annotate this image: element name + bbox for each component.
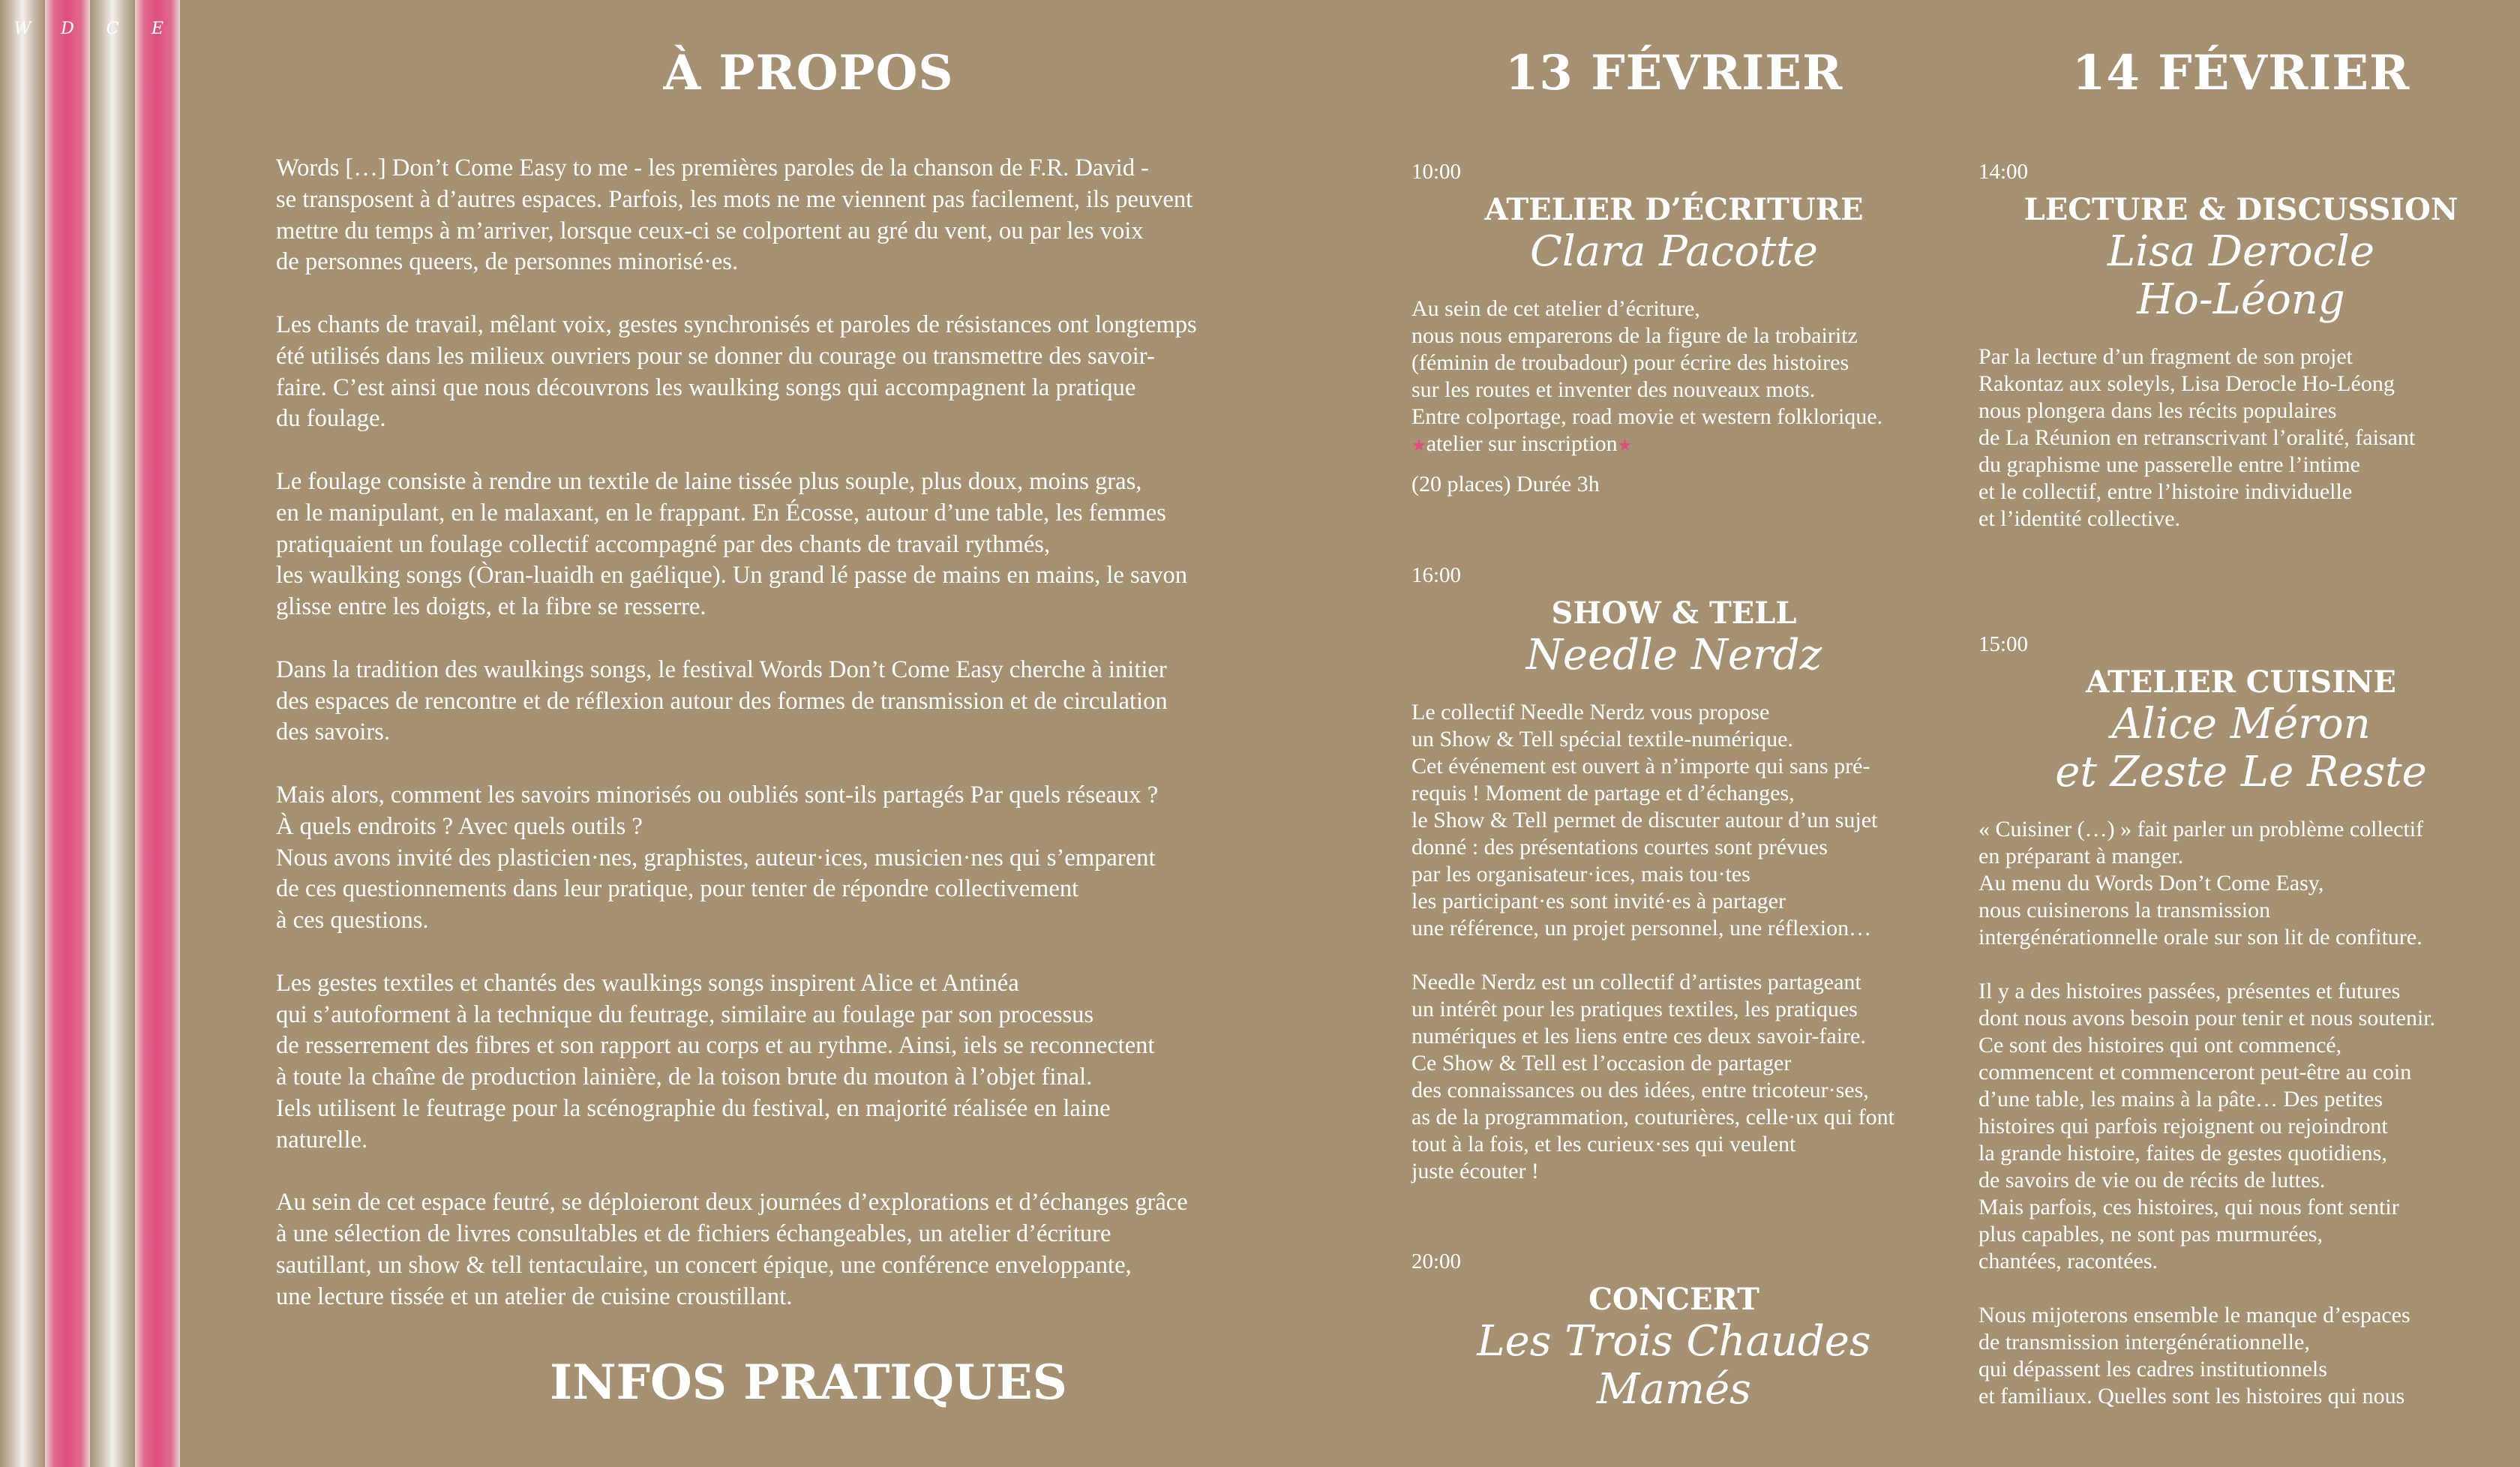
event-artist: Mamés bbox=[1597, 1365, 1751, 1414]
about-line: des espaces de rencontre et de réflexion autour des formes de transmission et de circulation bbox=[276, 687, 1168, 715]
event-block bbox=[1978, 159, 2504, 560]
event-line: Il y a des histoires passées, présentes et futures bbox=[1978, 979, 2401, 1004]
event-line: et le collectif, entre l’histoire individuelle bbox=[1978, 479, 2353, 504]
event-line: de La Réunion en retranscrivant l’oralité, faisant bbox=[1978, 425, 2416, 450]
event-line: la grande histoire, faites de gestes quotidiens, bbox=[1978, 1141, 2387, 1166]
about-line: été utilisés dans les milieux ouvriers pour se donner du courage ou transmettre des savoir- bbox=[276, 342, 1155, 370]
event-line: les participant·es sont invité·es à partager bbox=[1412, 889, 1786, 914]
event-line: Par la lecture d’un fragment de son projet bbox=[1978, 344, 2353, 369]
infos-pratiques-title: INFOS PRATIQUES bbox=[550, 1354, 1067, 1411]
nav-stripe-w[interactable] bbox=[0, 0, 45, 1467]
event-artist: et Zeste Le Reste bbox=[2055, 748, 2427, 796]
event-line: « Cuisiner (…) » fait parler un problème collectif bbox=[1978, 817, 2424, 842]
event-line: sur les routes et inventer des nouveaux mots. bbox=[1412, 377, 1816, 402]
about-line: des savoirs. bbox=[276, 718, 391, 746]
event-line: le Show & Tell permet de discuter autour d’un sujet bbox=[1412, 808, 1878, 832]
event-time: 10:00 bbox=[1412, 160, 1462, 184]
event-time: 15:00 bbox=[1978, 632, 2029, 656]
event-line: (féminin de troubadour) pour écrire des histoires bbox=[1412, 350, 1850, 375]
about-line: Nous avons invité des plasticien·nes, graphistes, auteur·ices, musicien·nes qui s’emparent bbox=[276, 844, 1156, 872]
event-time: 16:00 bbox=[1412, 563, 1462, 587]
about-line: à toute la chaîne de production lainière, de la toison brute du mouton à l’objet final. bbox=[276, 1064, 1093, 1091]
event-line: Mais parfois, ces histoires, qui nous font sentir bbox=[1978, 1195, 2399, 1220]
day-feb14-title: 14 FÉVRIER bbox=[2072, 45, 2410, 101]
event-line: et l’identité collective. bbox=[1978, 506, 2181, 531]
about-line: Au sein de cet espace feutré, se déploieront deux journées d’explorations et d’échanges grâce bbox=[276, 1189, 1188, 1216]
about-line: qui s’autoforment à la technique du feutrage, similaire au foulage par son processus bbox=[276, 1000, 1094, 1028]
event-line: Ce Show & Tell est l’occasion de partager bbox=[1412, 1051, 1792, 1076]
nav-letter-c[interactable]: C bbox=[106, 20, 119, 38]
event-artist: Ho-Léong bbox=[2137, 275, 2345, 324]
event-line: du graphisme une passerelle entre l’intime bbox=[1978, 452, 2360, 477]
about-line: Les chants de travail, mêlant voix, gestes synchronisés et paroles de résistances ont longtemps bbox=[276, 310, 1197, 338]
event-line: qui dépassent les cadres institutionnels bbox=[1978, 1357, 2327, 1382]
event-paragraph bbox=[1978, 816, 2504, 951]
about-line: de personnes queers, de personnes minorisé·es. bbox=[276, 248, 739, 276]
about-line: en le manipulant, en le malaxant, en le frappant. En Écosse, autour d’une table, les femmes bbox=[276, 499, 1166, 526]
event-time: 20:00 bbox=[1412, 1250, 1462, 1274]
about-line: Les gestes textiles et chantés des waulkings songs inspirent Alice et Antinéa bbox=[276, 969, 1019, 997]
about-line: de ces questionnements dans leur pratique, pour tenter de répondre collectivement bbox=[276, 875, 1079, 903]
about-line: se transposent à d’autres espaces. Parfois, les mots ne me viennent pas facilement, ils peuvent bbox=[276, 185, 1193, 213]
event-description bbox=[1412, 699, 1936, 1185]
side-nav bbox=[0, 0, 180, 1467]
about-line: pratiquaient un foulage collectif accompagné par des chants de travail rythmés, bbox=[276, 530, 1051, 558]
star-icon: ★ bbox=[1412, 436, 1426, 455]
event-description bbox=[1978, 344, 2504, 532]
event-line: donné : des présentations courtes sont prévues bbox=[1412, 835, 1828, 860]
event-line: une référence, un projet personnel, une réflexion… bbox=[1412, 916, 1872, 940]
about-line: Words […] Don’t Come Easy to me - les premières paroles de la chanson de F.R. David - bbox=[276, 154, 1149, 182]
about-line: à ces questions. bbox=[276, 907, 429, 934]
event-line: requis ! Moment de partage et d’échanges, bbox=[1412, 781, 1795, 806]
nav-stripe-d[interactable] bbox=[45, 0, 90, 1467]
event-artist: Les Trois Chaudes bbox=[1477, 1317, 1871, 1366]
event-artist: Needle Nerdz bbox=[1526, 631, 1822, 680]
about-line: les waulking songs (Òran-luaidh en gaélique). Un grand lé passe de mains en mains, le savon bbox=[276, 562, 1188, 590]
event-type: CONCERT bbox=[1588, 1282, 1760, 1317]
about-line: faire. C’est ainsi que nous découvrons les waulking songs qui accompagnent la pratique bbox=[276, 374, 1136, 401]
about-paragraph bbox=[276, 1187, 1341, 1312]
event-duration: (20 places) Durée 3h bbox=[1412, 472, 1600, 497]
event-line: de transmission intergénérationnelle, bbox=[1978, 1330, 2310, 1354]
event-line: un intérêt pour les pratiques textiles, les pratiques bbox=[1412, 997, 1858, 1022]
registration-note-text: atelier sur inscription bbox=[1426, 431, 1618, 456]
about-paragraph bbox=[276, 466, 1341, 623]
nav-stripe-c[interactable] bbox=[90, 0, 135, 1467]
event-line: as de la programmation, couturières, celle·ux qui font bbox=[1412, 1105, 1894, 1130]
about-body bbox=[276, 153, 1341, 1344]
day-feb13-title: 13 FÉVRIER bbox=[1504, 45, 1844, 101]
about-line: Iels utilisent le feutrage pour la scénographie du festival, en majorité réalisée en laine bbox=[276, 1094, 1111, 1122]
event-block bbox=[1978, 632, 2504, 1437]
event-block bbox=[1412, 562, 1936, 1212]
event-type: SHOW & TELL bbox=[1551, 596, 1797, 631]
event-line: histoires qui parfois rejoignent ou rejoindront bbox=[1978, 1114, 2388, 1138]
nav-letter-w[interactable]: W bbox=[14, 20, 32, 38]
about-line: glisse entre les doigts, et la fibre se resserre. bbox=[276, 593, 706, 621]
about-line: Mais alors, comment les savoirs minorisés ou oubliés sont-ils partagés Par quels réseaux ? bbox=[276, 781, 1159, 808]
event-type: LECTURE & DISCUSSION bbox=[2024, 192, 2458, 227]
about-line: mettre du temps à m’arriver, lorsque ceux-ci se colportent au gré du vent, ou par les voix bbox=[276, 217, 1144, 244]
event-line: dont nous avons besoin pour tenir et nous soutenir. bbox=[1978, 1006, 2436, 1030]
event-line: commencent et commenceront peut-être au coin bbox=[1978, 1060, 2412, 1084]
event-paragraph bbox=[1978, 344, 2504, 532]
event-artist: Clara Pacotte bbox=[1530, 227, 1818, 276]
event-line: nous cuisinerons la transmission bbox=[1978, 898, 2271, 922]
about-line: de resserrement des fibres et son rapport au corps et au rythme. Ainsi, iels se reconnectent bbox=[276, 1032, 1155, 1060]
event-line: Au menu du Words Don’t Come Easy, bbox=[1978, 871, 2324, 896]
event-type: ATELIER CUISINE bbox=[2086, 664, 2396, 700]
nav-stripe-e[interactable] bbox=[135, 0, 180, 1467]
about-paragraph bbox=[276, 153, 1341, 278]
event-artist: Alice Méron bbox=[2111, 700, 2371, 748]
event-line: des connaissances ou des idées, entre tricoteur·ses, bbox=[1412, 1078, 1869, 1102]
event-line: Needle Nerdz est un collectif d’artistes partageant bbox=[1412, 970, 1862, 994]
event-line: nous nous emparerons de la figure de la trobairitz bbox=[1412, 323, 1858, 348]
event-line: intergénérationnelle orale sur son lit de confiture. bbox=[1978, 925, 2422, 950]
event-description bbox=[1978, 816, 2504, 1410]
about-line: naturelle. bbox=[276, 1126, 368, 1154]
about-line: À quels endroits ? Avec quels outils ? bbox=[276, 812, 643, 840]
event-block bbox=[1412, 1249, 1936, 1412]
about-line: une lecture tissée et un atelier de cuisine croustillant. bbox=[276, 1282, 793, 1310]
about-line: sautillant, un show & tell tentaculaire, un concert épique, une conférence enveloppante, bbox=[276, 1251, 1132, 1279]
event-line: un Show & Tell spécial textile-numérique. bbox=[1412, 727, 1793, 752]
event-type: ATELIER D’ÉCRITURE bbox=[1484, 192, 1864, 227]
about-paragraph bbox=[276, 310, 1341, 435]
event-line: chantées, racontées. bbox=[1978, 1249, 2158, 1274]
event-line: tout à la fois, et les curieux·ses qui veulent bbox=[1412, 1132, 1796, 1156]
event-line: de savoirs de vie ou de récits de luttes. bbox=[1978, 1168, 2326, 1192]
event-line: d’une table, les mains à la pâte… Des petites bbox=[1978, 1087, 2383, 1112]
event-line: par les organisateur·ices, mais tou·tes bbox=[1412, 862, 1750, 886]
event-paragraph bbox=[1978, 978, 2504, 1275]
about-paragraph bbox=[276, 655, 1341, 748]
nav-letter-e[interactable]: E bbox=[151, 20, 164, 38]
event-line: Nous mijoterons ensemble le manque d’espaces bbox=[1978, 1303, 2410, 1328]
event-paragraph bbox=[1978, 1302, 2504, 1410]
event-artist: Lisa Derocle bbox=[2108, 227, 2374, 276]
about-paragraph bbox=[276, 780, 1341, 937]
event-line: Au sein de cet atelier d’écriture, bbox=[1412, 296, 1700, 321]
about-paragraph bbox=[276, 968, 1341, 1156]
about-title: À PROPOS bbox=[663, 45, 954, 101]
about-line: Dans la tradition des waulkings songs, le festival Words Don’t Come Easy cherche à initier bbox=[276, 656, 1167, 683]
about-line: à une sélection de livres consultables et de fichiers échangeables, un atelier d’écriture bbox=[276, 1220, 1112, 1248]
event-line: en préparant à manger. bbox=[1978, 844, 2184, 868]
event-line: et familiaux. Quelles sont les histoires qui nous bbox=[1978, 1384, 2405, 1408]
event-block bbox=[1412, 159, 1936, 498]
event-line: Cet événement est ouvert à n’importe qui sans pré- bbox=[1412, 754, 1870, 778]
event-paragraph bbox=[1412, 296, 1936, 430]
event-line: juste écouter ! bbox=[1412, 1159, 1539, 1184]
event-paragraph bbox=[1412, 969, 1936, 1185]
event-line: Entre colportage, road movie et western folklorique. bbox=[1412, 404, 1883, 429]
event-line: nous plongera dans les récits populaires bbox=[1978, 398, 2337, 423]
star-icon: ★ bbox=[1617, 436, 1633, 455]
nav-letter-d[interactable]: D bbox=[61, 20, 74, 38]
event-description bbox=[1412, 296, 1936, 430]
event-line: plus capables, ne sont pas murmurées, bbox=[1978, 1222, 2324, 1246]
about-line: du foulage. bbox=[276, 405, 386, 433]
event-registration-note bbox=[1412, 430, 1936, 459]
event-line: Rakontaz aux soleyls, Lisa Derocle Ho-Léong bbox=[1978, 371, 2395, 396]
event-line: Le collectif Needle Nerdz vous propose bbox=[1412, 700, 1770, 724]
event-paragraph bbox=[1412, 699, 1936, 942]
event-time: 14:00 bbox=[1978, 160, 2029, 184]
event-line: numériques et les liens entre ces deux savoir-faire. bbox=[1412, 1024, 1866, 1048]
about-line: Le foulage consiste à rendre un textile de laine tissée plus souple, plus doux, moins gras, bbox=[276, 467, 1142, 495]
event-line: Ce sont des histoires qui ont commencé, bbox=[1978, 1033, 2342, 1058]
